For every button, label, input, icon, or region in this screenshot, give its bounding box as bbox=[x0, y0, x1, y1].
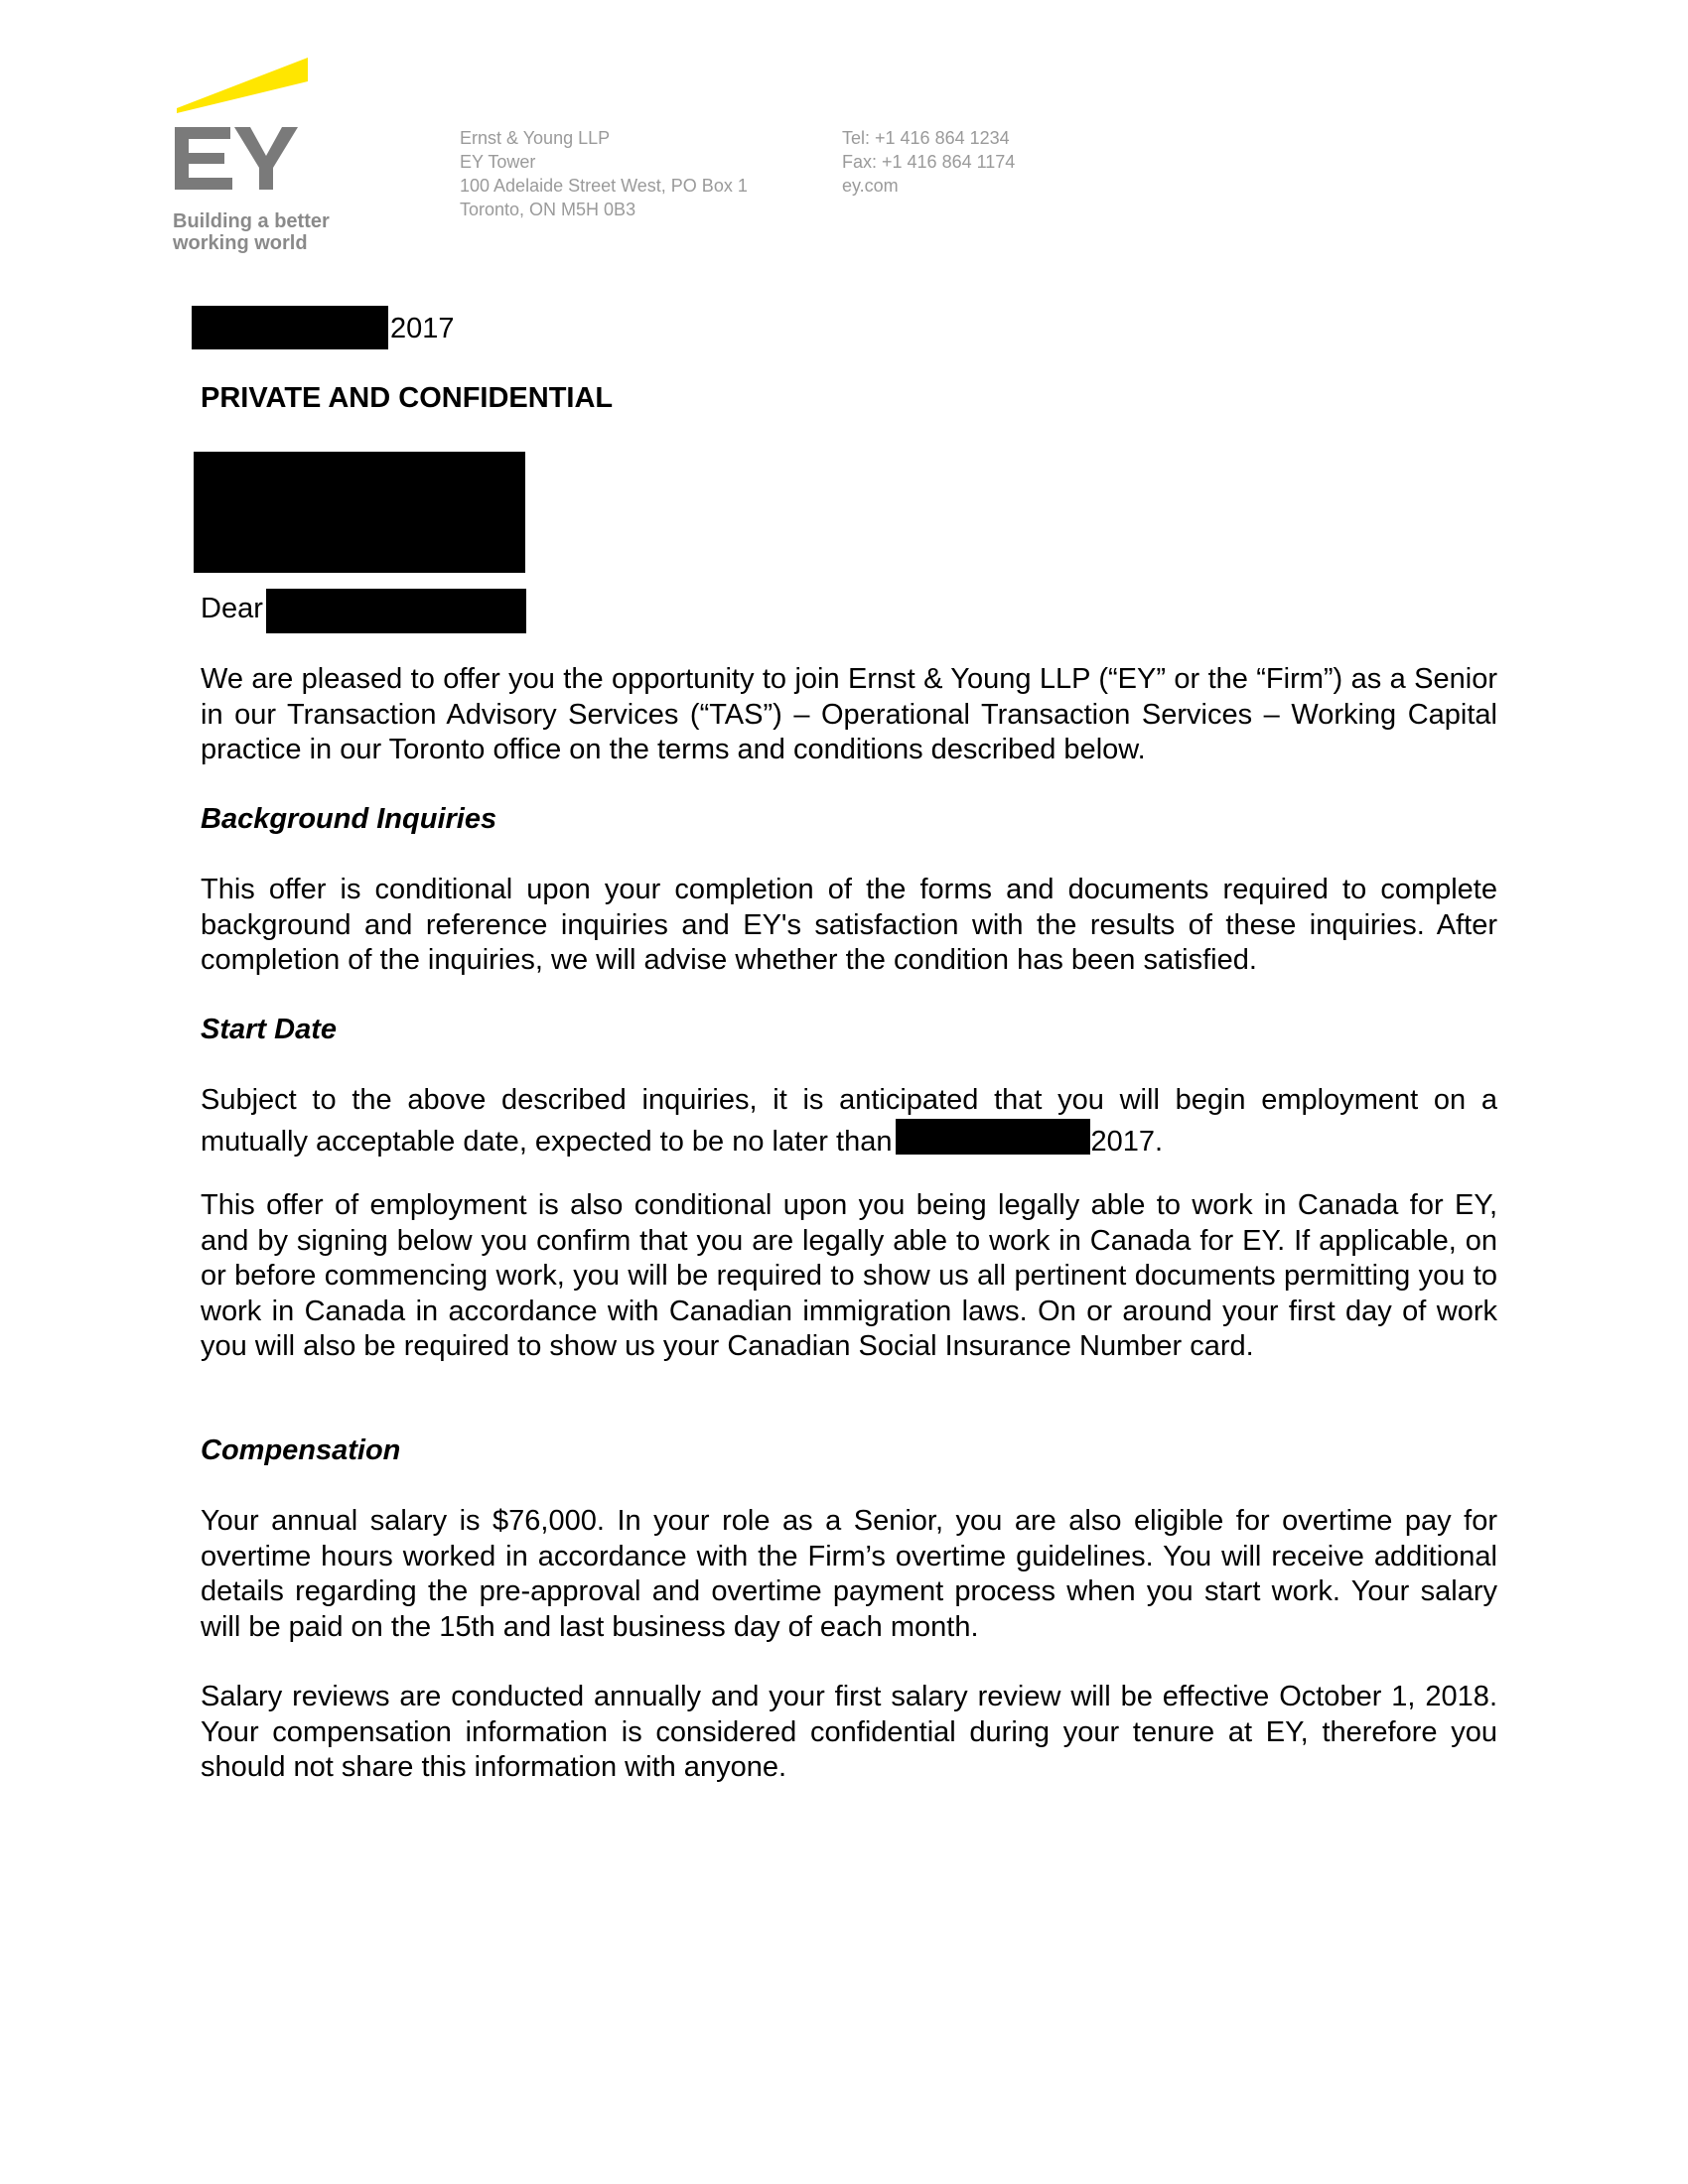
firm-contact bbox=[842, 126, 1015, 198]
start-date-paragraph bbox=[201, 1083, 1497, 1160]
start-date-text: Subject to the above described inquiries, it is anticipated that you will begin employment on a mutually acceptable date, expected to be no later than bbox=[201, 1084, 1497, 1158]
heading-start-date: Start Date bbox=[201, 1014, 337, 1045]
salary-review-paragraph: Salary reviews are conducted annually and your first salary review will be effective October 1, 2018. Your compensation information is considered confidential during your tenure at EY, therefore you should not share this information with anyone. bbox=[201, 1681, 1497, 1783]
redacted-recipient-address bbox=[194, 452, 525, 573]
logo-tagline-line1: Building a better bbox=[173, 210, 330, 232]
phone-line: Tel: +1 416 864 1234 bbox=[842, 128, 1010, 148]
compensation-paragraph: Your annual salary is $76,000. In your role as a Senior, you are also eligible for overtime pay for overtime hours worked in accordance with the Firm’s overtime guidelines. You will receive additional details regarding the pre-approval and overtime payment process when you start work. Your salary will be paid on the 15th and last business day of each month. bbox=[201, 1505, 1497, 1643]
background-paragraph: This offer is conditional upon your completion of the forms and documents required to complete background and reference inquiries and EY's satisfaction with the results of these inquiries. After completion of the inquiries, we will advise whether the condition has been satisfied. bbox=[201, 874, 1497, 976]
start-date-year: 2017. bbox=[1090, 1125, 1164, 1158]
fax-line: Fax: +1 416 864 1174 bbox=[842, 152, 1016, 172]
redacted-recipient-name bbox=[266, 589, 526, 633]
letter-date-year: 2017 bbox=[390, 313, 455, 344]
redacted-date bbox=[192, 306, 388, 349]
logo-tagline-line2: working world bbox=[173, 232, 308, 254]
website-line: ey.com bbox=[842, 176, 899, 196]
ey-logo bbox=[169, 56, 377, 259]
address-line: 100 Adelaide Street West, PO Box 1 bbox=[460, 176, 748, 196]
ey-letter-y-icon bbox=[234, 127, 298, 190]
heading-background-inquiries: Background Inquiries bbox=[201, 803, 497, 835]
work-eligibility-paragraph: This offer of employment is also conditional upon you being legally able to work in Canada for EY, and by signing below you confirm that you are legally able to work in Canada for EY. If applicable, on or before commencing work, you will be required to show us all pertinent documents permitting you to work in Canada in accordance with Canadian immigration laws. On or around your first day of work you will also be required to show us your Canadian Social Insurance Number card. bbox=[201, 1189, 1497, 1362]
confidential-label: PRIVATE AND CONFIDENTIAL bbox=[201, 382, 614, 414]
address-line: EY Tower bbox=[460, 152, 536, 172]
salutation: Dear bbox=[201, 593, 263, 624]
address-line: Ernst & Young LLP bbox=[460, 128, 611, 148]
ey-logo-mark bbox=[169, 56, 377, 205]
heading-compensation: Compensation bbox=[201, 1434, 401, 1466]
intro-paragraph: We are pleased to offer you the opportunity to join Ernst & Young LLP (“EY” or the “Firm”) as a Senior in our Transaction Advisory Services (“TAS”) – Operational Transaction Services – Working Capital practice in our Toronto office on the terms and conditions described below. bbox=[201, 663, 1497, 765]
ey-beam-icon bbox=[177, 58, 308, 113]
firm-address bbox=[460, 126, 748, 221]
redacted-start-date bbox=[896, 1119, 1090, 1155]
ey-letter-e-icon bbox=[175, 127, 232, 190]
address-line: Toronto, ON M5H 0B3 bbox=[460, 200, 636, 219]
